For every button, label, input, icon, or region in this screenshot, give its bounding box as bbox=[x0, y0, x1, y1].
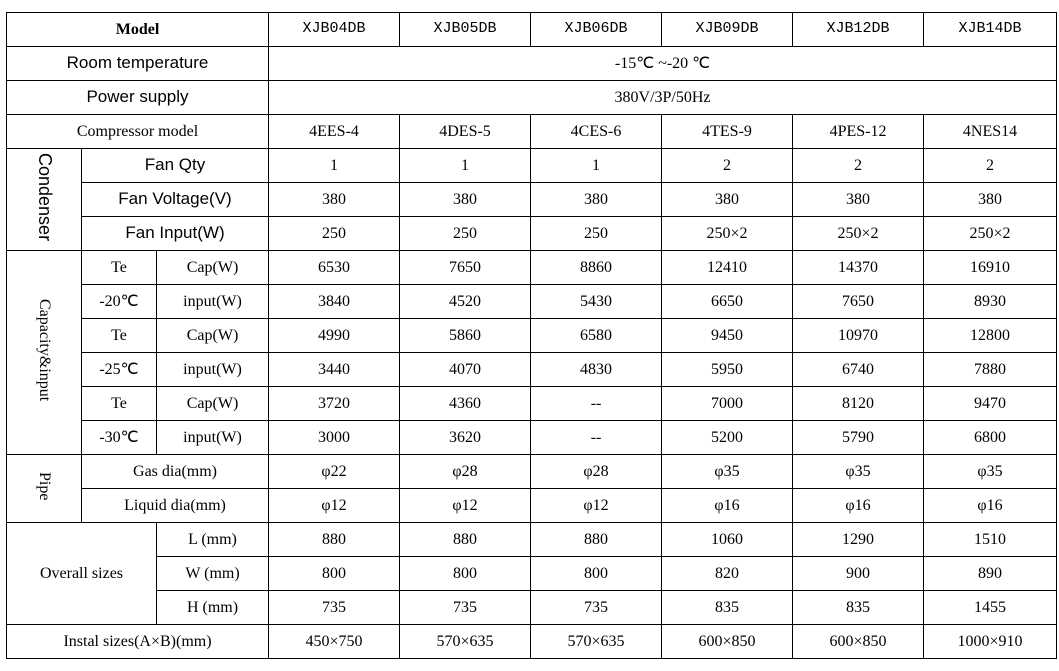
dimension-value: 900 bbox=[793, 557, 924, 591]
fan-voltage-value: 380 bbox=[400, 183, 531, 217]
input-value: 4070 bbox=[400, 353, 531, 387]
condenser-group-cell bbox=[7, 149, 82, 251]
overall-sizes-label: Overall sizes bbox=[7, 523, 157, 625]
input-value: 3620 bbox=[400, 421, 531, 455]
input-value: 7880 bbox=[924, 353, 1057, 387]
model-header: Model bbox=[7, 13, 269, 47]
dimension-value: 735 bbox=[531, 591, 662, 625]
cap-value: 16910 bbox=[924, 251, 1057, 285]
dimension-value: 890 bbox=[924, 557, 1057, 591]
fan-qty-value: 1 bbox=[400, 149, 531, 183]
fan-voltage-value: 380 bbox=[269, 183, 400, 217]
fan-qty-value: 2 bbox=[793, 149, 924, 183]
liquid-dia-row bbox=[7, 489, 1057, 523]
model-name: XJB05DB bbox=[400, 13, 531, 47]
install-sizes-value: 1000×910 bbox=[924, 625, 1057, 659]
dimension-value: 800 bbox=[400, 557, 531, 591]
cap-label: Cap(W) bbox=[157, 319, 269, 353]
liquid-dia-value: φ16 bbox=[662, 489, 793, 523]
input-value: 6740 bbox=[793, 353, 924, 387]
input-value: -- bbox=[531, 421, 662, 455]
cap-label: Cap(W) bbox=[157, 387, 269, 421]
liquid-dia-value: φ16 bbox=[793, 489, 924, 523]
input-value: 4520 bbox=[400, 285, 531, 319]
te-label: Te bbox=[82, 251, 157, 285]
cap-value: 4360 bbox=[400, 387, 531, 421]
model-name: XJB12DB bbox=[793, 13, 924, 47]
cap-value: 5860 bbox=[400, 319, 531, 353]
install-sizes-value: 570×635 bbox=[400, 625, 531, 659]
gas-dia-value: φ22 bbox=[269, 455, 400, 489]
liquid-dia-value: φ12 bbox=[400, 489, 531, 523]
fan-input-value: 250 bbox=[531, 217, 662, 251]
cap-row bbox=[7, 319, 1057, 353]
compressor-row bbox=[7, 115, 1057, 149]
model-name: XJB06DB bbox=[531, 13, 662, 47]
fan-qty-value: 1 bbox=[531, 149, 662, 183]
header-row bbox=[7, 13, 1057, 47]
dimension-value: 880 bbox=[531, 523, 662, 557]
model-name: XJB04DB bbox=[269, 13, 400, 47]
dimension-value: 735 bbox=[269, 591, 400, 625]
compressor-value: 4PES-12 bbox=[793, 115, 924, 149]
cap-value: 9470 bbox=[924, 387, 1057, 421]
room-temperature-row bbox=[7, 47, 1057, 81]
temp-label: -25℃ bbox=[82, 353, 157, 387]
dimension-label: W (mm) bbox=[157, 557, 269, 591]
pipe-group-label: Pipe bbox=[35, 471, 53, 501]
dimension-value: 1290 bbox=[793, 523, 924, 557]
gas-dia-value: φ35 bbox=[924, 455, 1057, 489]
fan-voltage-value: 380 bbox=[924, 183, 1057, 217]
input-value: 5790 bbox=[793, 421, 924, 455]
fan-input-value: 250×2 bbox=[924, 217, 1057, 251]
dimension-value: 835 bbox=[793, 591, 924, 625]
install-sizes-value: 600×850 bbox=[793, 625, 924, 659]
capacity-group-cell bbox=[7, 251, 82, 455]
power-supply-value: 380V/3P/50Hz bbox=[269, 81, 1057, 115]
dimension-value: 1455 bbox=[924, 591, 1057, 625]
dimension-value: 735 bbox=[400, 591, 531, 625]
cap-row bbox=[7, 251, 1057, 285]
cap-value: -- bbox=[531, 387, 662, 421]
compressor-value: 4EES-4 bbox=[269, 115, 400, 149]
dimension-value: 800 bbox=[531, 557, 662, 591]
dimension-value: 1510 bbox=[924, 523, 1057, 557]
liquid-dia-label: Liquid dia(mm) bbox=[82, 489, 269, 523]
gas-dia-value: φ28 bbox=[400, 455, 531, 489]
te-label: Te bbox=[82, 319, 157, 353]
install-sizes-label: Instal sizes(A×B)(mm) bbox=[7, 625, 269, 659]
liquid-dia-value: φ12 bbox=[269, 489, 400, 523]
cap-value: 7650 bbox=[400, 251, 531, 285]
compressor-value: 4DES-5 bbox=[400, 115, 531, 149]
fan-input-label: Fan Input(W) bbox=[82, 217, 269, 251]
fan-voltage-label: Fan Voltage(V) bbox=[82, 183, 269, 217]
te-label: Te bbox=[82, 387, 157, 421]
model-name: XJB09DB bbox=[662, 13, 793, 47]
input-row bbox=[7, 285, 1057, 319]
dimension-label: H (mm) bbox=[157, 591, 269, 625]
cap-value: 14370 bbox=[793, 251, 924, 285]
compressor-value: 4TES-9 bbox=[662, 115, 793, 149]
input-label: input(W) bbox=[157, 285, 269, 319]
dimension-value: 880 bbox=[269, 523, 400, 557]
input-value: 3000 bbox=[269, 421, 400, 455]
liquid-dia-value: φ16 bbox=[924, 489, 1057, 523]
input-row bbox=[7, 421, 1057, 455]
fan-voltage-value: 380 bbox=[531, 183, 662, 217]
gas-dia-row bbox=[7, 455, 1057, 489]
cap-value: 7000 bbox=[662, 387, 793, 421]
compressor-value: 4NES14 bbox=[924, 115, 1057, 149]
fan-qty-value: 1 bbox=[269, 149, 400, 183]
fan-voltage-row bbox=[7, 183, 1057, 217]
condenser-group-label: Condenser bbox=[34, 153, 55, 242]
fan-voltage-value: 380 bbox=[662, 183, 793, 217]
gas-dia-label: Gas dia(mm) bbox=[82, 455, 269, 489]
install-sizes-value: 600×850 bbox=[662, 625, 793, 659]
cap-value: 10970 bbox=[793, 319, 924, 353]
cap-value: 8860 bbox=[531, 251, 662, 285]
compressor-value: 4CES-6 bbox=[531, 115, 662, 149]
dimension-label: L (mm) bbox=[157, 523, 269, 557]
dimension-value: 835 bbox=[662, 591, 793, 625]
dimension-value: 880 bbox=[400, 523, 531, 557]
input-value: 5200 bbox=[662, 421, 793, 455]
input-value: 6650 bbox=[662, 285, 793, 319]
height-row bbox=[7, 591, 1057, 625]
pipe-group-cell bbox=[7, 455, 82, 523]
length-row bbox=[7, 523, 1057, 557]
input-value: 5430 bbox=[531, 285, 662, 319]
input-value: 6800 bbox=[924, 421, 1057, 455]
input-label: input(W) bbox=[157, 353, 269, 387]
cap-value: 6580 bbox=[531, 319, 662, 353]
dimension-value: 820 bbox=[662, 557, 793, 591]
dimension-value: 1060 bbox=[662, 523, 793, 557]
compressor-label: Compressor model bbox=[7, 115, 269, 149]
input-value: 8930 bbox=[924, 285, 1057, 319]
cap-label: Cap(W) bbox=[157, 251, 269, 285]
room-temperature-label: Room temperature bbox=[7, 47, 269, 81]
gas-dia-value: φ28 bbox=[531, 455, 662, 489]
power-supply-label: Power supply bbox=[7, 81, 269, 115]
fan-voltage-value: 380 bbox=[793, 183, 924, 217]
fan-qty-row bbox=[7, 149, 1057, 183]
temp-label: -30℃ bbox=[82, 421, 157, 455]
fan-qty-value: 2 bbox=[662, 149, 793, 183]
gas-dia-value: φ35 bbox=[793, 455, 924, 489]
input-value: 3840 bbox=[269, 285, 400, 319]
gas-dia-value: φ35 bbox=[662, 455, 793, 489]
install-sizes-row bbox=[7, 625, 1057, 659]
fan-input-value: 250×2 bbox=[662, 217, 793, 251]
input-value: 3440 bbox=[269, 353, 400, 387]
fan-input-value: 250×2 bbox=[793, 217, 924, 251]
fan-input-value: 250 bbox=[269, 217, 400, 251]
install-sizes-value: 570×635 bbox=[531, 625, 662, 659]
cap-value: 12800 bbox=[924, 319, 1057, 353]
input-value: 5950 bbox=[662, 353, 793, 387]
install-sizes-value: 450×750 bbox=[269, 625, 400, 659]
cap-value: 12410 bbox=[662, 251, 793, 285]
spec-table bbox=[6, 12, 1057, 659]
room-temperature-value: -15℃ ~-20 ℃ bbox=[269, 47, 1057, 81]
fan-qty-label: Fan Qty bbox=[82, 149, 269, 183]
input-value: 4830 bbox=[531, 353, 662, 387]
cap-value: 8120 bbox=[793, 387, 924, 421]
input-row bbox=[7, 353, 1057, 387]
width-row bbox=[7, 557, 1057, 591]
input-label: input(W) bbox=[157, 421, 269, 455]
dimension-value: 800 bbox=[269, 557, 400, 591]
cap-value: 4990 bbox=[269, 319, 400, 353]
input-value: 7650 bbox=[793, 285, 924, 319]
fan-input-value: 250 bbox=[400, 217, 531, 251]
power-supply-row bbox=[7, 81, 1057, 115]
cap-value: 9450 bbox=[662, 319, 793, 353]
capacity-group-label: Capacity&input bbox=[35, 299, 53, 402]
fan-qty-value: 2 bbox=[924, 149, 1057, 183]
temp-label: -20℃ bbox=[82, 285, 157, 319]
liquid-dia-value: φ12 bbox=[531, 489, 662, 523]
model-name: XJB14DB bbox=[924, 13, 1057, 47]
fan-input-row bbox=[7, 217, 1057, 251]
cap-value: 6530 bbox=[269, 251, 400, 285]
cap-value: 3720 bbox=[269, 387, 400, 421]
cap-row bbox=[7, 387, 1057, 421]
